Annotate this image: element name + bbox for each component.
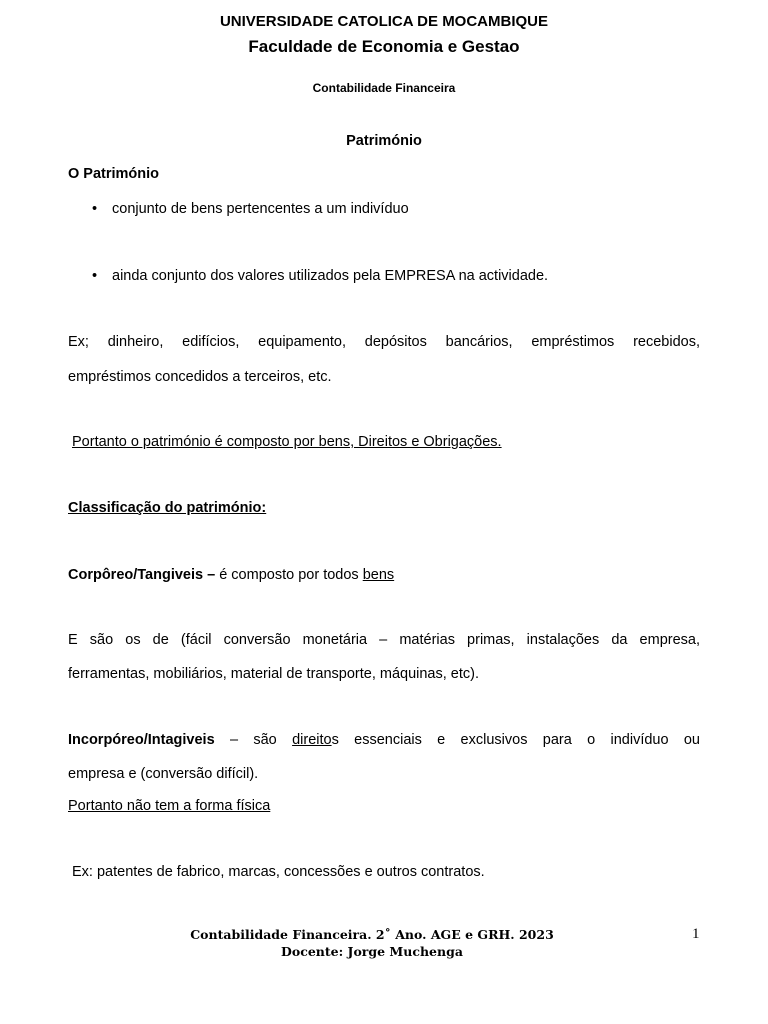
intangible-rest: s essenciais e exclusivos para o indivíduo ou [331, 732, 700, 748]
intangible-line-2: empresa e (conversão difícil). [68, 766, 259, 782]
intangible-example: Ex: patentes de fabrico, marcas, concessões e outros contratos. [72, 864, 485, 880]
bullet-text: conjunto de bens pertencentes a um indivíduo [112, 201, 409, 217]
faculty-name: Faculdade de Economia e Gestao [248, 37, 520, 56]
intangible-note: Portanto não tem a forma física [68, 798, 271, 814]
bullet-text: ainda conjunto dos valores utilizados pela EMPRESA na actividade. [112, 268, 549, 284]
university-name: UNIVERSIDADE CATOLICA DE MOCAMBIQUE [219, 13, 549, 30]
tangible-text: é composto por todos [219, 567, 359, 583]
tangible-definition [68, 567, 394, 583]
bullet-dot-icon: • [92, 268, 98, 284]
footer-course-line: Contabilidade Financeira. 2˚ Ano. AGE e GRH. 2023 [190, 927, 554, 942]
example-line-1: Ex; dinheiro, edifícios, equipamento, depósitos bancários, empréstimos recebidos, [68, 334, 700, 350]
tangible-line-1: E são os de (fácil conversão monetária – matérias primas, instalações da empresa, [68, 632, 700, 648]
conclusion-text: Portanto o património é composto por bens, Direitos e Obrigações. [72, 434, 502, 450]
intangible-definition [68, 732, 700, 748]
intangible-term: Incorpóreo/Intagiveis [68, 732, 215, 748]
section-heading-patrimonio: O Património [68, 166, 160, 182]
page-title: Património [346, 133, 422, 149]
bullet-dot-icon: • [92, 201, 98, 217]
tangible-keyword: bens [362, 567, 395, 583]
intangible-keyword: direito [292, 732, 332, 748]
page-number: 1 [692, 926, 700, 942]
classification-heading: Classificação do património: [68, 500, 267, 516]
bullet-item [92, 201, 409, 217]
intangible-dash: – são [229, 732, 277, 748]
bullet-item [92, 268, 548, 284]
tangible-term: Corpôreo/Tangiveis – [68, 567, 216, 583]
course-name: Contabilidade Financeira [312, 81, 456, 95]
example-line-2: empréstimos concedidos a terceiros, etc. [68, 369, 332, 385]
footer-lecturer-line: Docente: Jorge Muchenga [281, 944, 463, 959]
tangible-line-2: ferramentas, mobiliários, material de transporte, máquinas, etc). [68, 666, 480, 682]
